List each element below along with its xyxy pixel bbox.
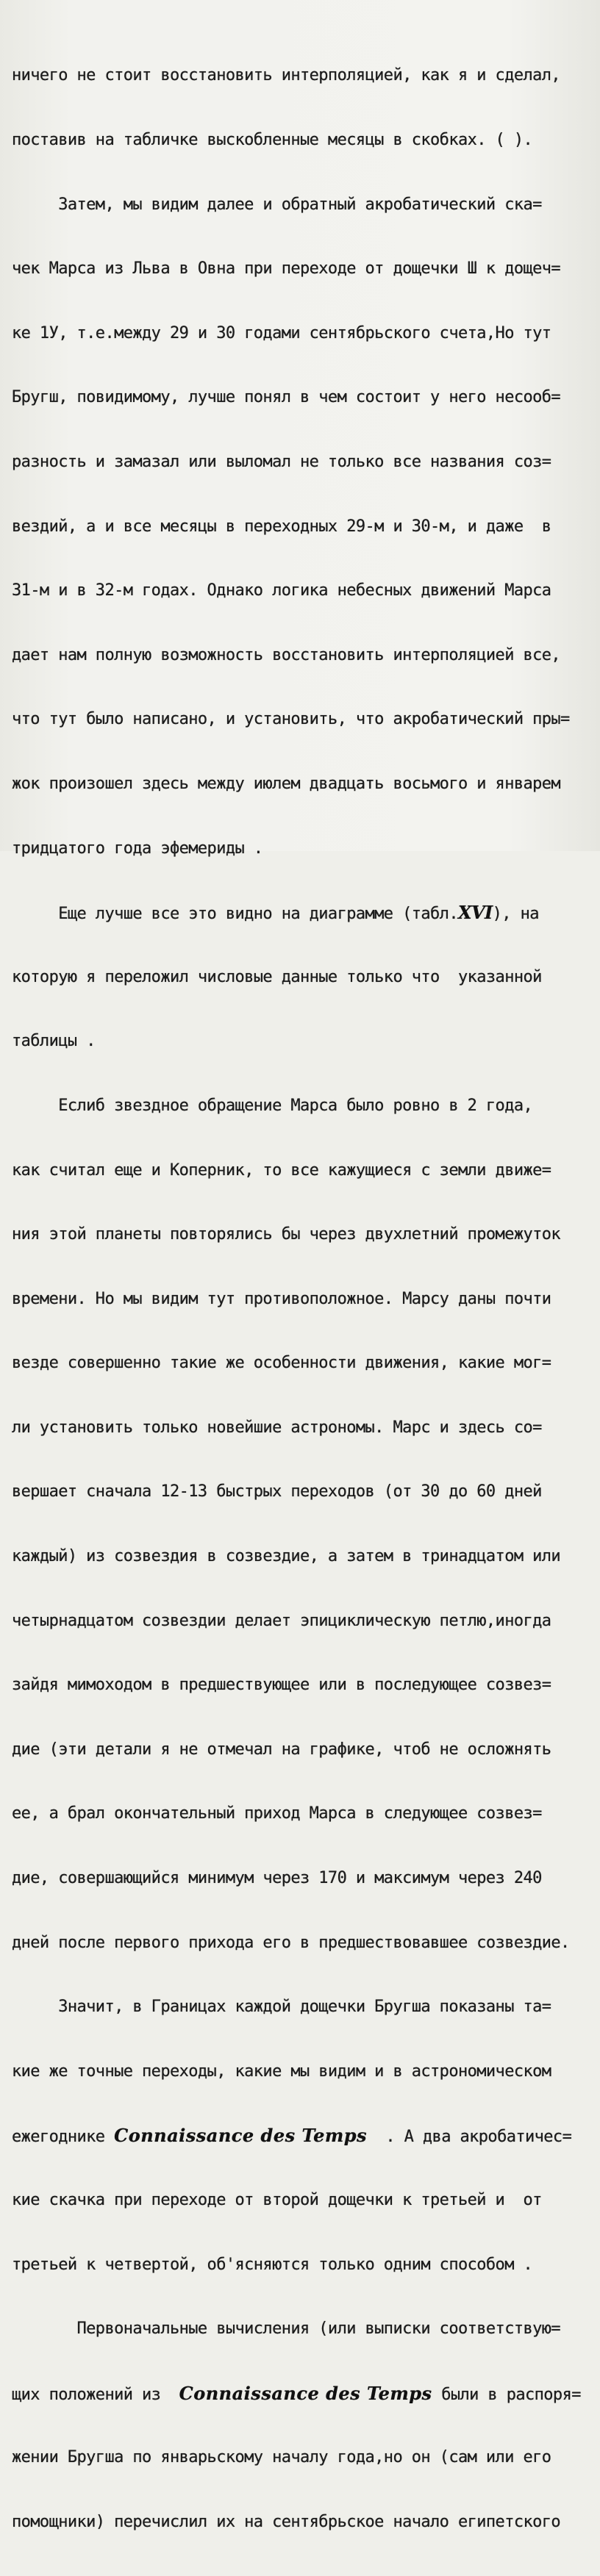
text-line: ее, а брал окончательный приход Марса в следующее созвез= xyxy=(12,1804,542,1823)
text-segment: щих положений из xyxy=(12,2385,179,2404)
text-line: вершает сначала 12-13 быстрых переходов (от 30 до 60 дней xyxy=(12,1482,542,1502)
text-line: Затем, мы видим далее и обратный акробатический ска= xyxy=(12,195,542,214)
text-line: которую я переложил числовые данные только что указанной xyxy=(12,967,542,986)
handwritten-table-number: XVI xyxy=(457,902,493,924)
text-line: ке 1У, т.е.между 29 и 30 годами сентябрьского счета,Но тут xyxy=(12,323,551,342)
text-line: разность и замазал или выломал не только все названия соз= xyxy=(12,452,551,471)
text-line: помощники) перечислил их на сентябрьское начало египетского xyxy=(12,2512,561,2531)
text-line: что тут было написано, и установить, что акробатический пры= xyxy=(12,710,570,729)
text-line: таблицы . xyxy=(12,1032,96,1051)
text-line: чек Марса из Льва в Овна при переходе от дощечки Ш к дощеч= xyxy=(12,259,561,279)
text-line: кие же точные переходы, какие мы видим и в астрономическом xyxy=(12,2062,551,2081)
text-line: дие, совершающийся минимум через 170 и максимум через 240 xyxy=(12,1869,542,1888)
text-line: тридцатого года эфемериды . xyxy=(12,839,263,858)
text-segment: ежегоднике xyxy=(12,2128,115,2147)
text-line: Бругш, повидимому, лучше понял в чем состоит у него несооб= xyxy=(12,388,561,407)
typed-text-body xyxy=(12,22,594,2576)
text-line: ния этой планеты повторялись бы через двухлетний промежуток xyxy=(12,1225,561,1244)
text-segment: . А два акробатичес= xyxy=(367,2128,572,2147)
text-segment: Еще лучше все это видно на диаграмме (табл. xyxy=(12,905,458,924)
text-line: дает нам полную возможность восстановить интерполяцией все, xyxy=(12,645,561,664)
text-line: вездий, а и все месяцы в переходных 29-м и 30-м, и даже в xyxy=(12,517,551,536)
text-line: ничего не стоит восстановить интерполяцией, как я и сделал, xyxy=(12,66,561,85)
text-segment: были в распоря= xyxy=(432,2385,581,2404)
text-line: ли установить только новейшие астрономы. Марс и здесь со= xyxy=(12,1418,542,1437)
text-line: Еслиб звездное обращение Марса было ровно в 2 года, xyxy=(12,1096,533,1115)
text-line: жении Бругша по январьскому началу года,но он (сам или его xyxy=(12,2448,551,2467)
text-line: Значит, в Границах каждой дощечки Бругша показаны та= xyxy=(12,1998,551,2017)
text-segment: ), на xyxy=(492,905,539,924)
text-line: дней после первого прихода его в предшествовавшее созвездие. xyxy=(12,1933,570,1952)
text-line: Первоначальные вычисления (или выписки соответствую= xyxy=(12,2320,561,2339)
text-line: зайдя мимоходом в предшествующее или в последующее созвез= xyxy=(12,1676,551,1695)
text-line-with-table-ref xyxy=(12,902,594,923)
text-line: поставив на табличке выскобленные месяцы в скобках. ( ). xyxy=(12,131,533,149)
text-line: каждый) из созвездия в созвездие, а затем в тринадцатом или xyxy=(12,1547,561,1566)
text-line: времени. Но мы видим тут противоположное. Марсу даны почти xyxy=(12,1289,551,1308)
text-line: 31-м и в 32-м годах. Однако логика небесных движений Марса xyxy=(12,581,551,600)
script-title-connaissance: Connaissance des Temps xyxy=(114,2125,368,2147)
text-line: дие (эти детали я не отмечал на графике, чтоб не осложнять xyxy=(12,1740,551,1759)
text-line: кие скачка при переходе от второй дощечки к третьей и от xyxy=(12,2191,542,2209)
text-line: четырнадцатом созвездии делает эпициклическую петлю,иногда xyxy=(12,1611,551,1630)
script-title-connaissance: Connaissance des Temps xyxy=(179,2382,432,2404)
text-line: везде совершенно такие же особенности движения, какие мог= xyxy=(12,1354,551,1373)
text-line: как считал еще и Коперник, то все кажущиеся с земли движе= xyxy=(12,1160,551,1180)
text-line-with-script-title xyxy=(12,2125,594,2146)
text-line: жок произошел здесь между июлем двадцать восьмого и январем xyxy=(12,774,561,793)
text-line-with-script-title xyxy=(12,2383,594,2404)
text-line: третьей к четвертой, об'ясняются только одним способом . xyxy=(12,2255,533,2274)
